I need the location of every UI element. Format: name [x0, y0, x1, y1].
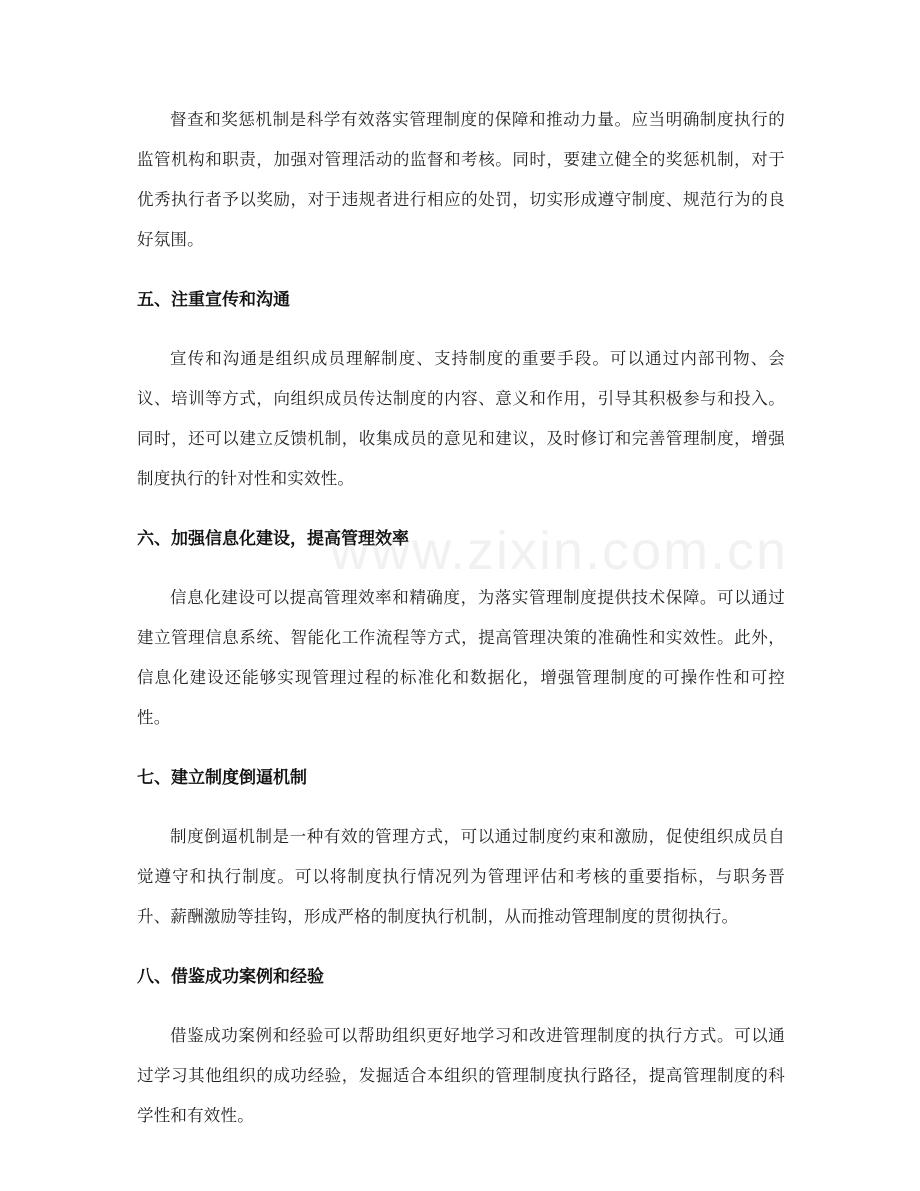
section-paragraph-5: 宣传和沟通是组织成员理解制度、支持制度的重要手段。可以通过内部刊物、会议、培训等方式，向组织成员传达制度的内容、意义和作用，引导其积极参与和投入。同时，还可以建立反馈机制，收集成员的意见和建议，及时修订和完善管理制度，增强制度执行的针对性和实效性。 — [137, 349, 785, 488]
watermark: www.zixin.com.cn — [330, 521, 789, 581]
section-heading-7: 七、建立制度倒逼机制 — [137, 768, 307, 788]
section-heading-8: 八、借鉴成功案例和经验 — [137, 967, 324, 987]
section-paragraph-6: 信息化建设可以提高管理效率和精确度，为落实管理制度提供技术保障。可以通过建立管理信息系统、智能化工作流程等方式，提高管理决策的准确性和实效性。此外，信息化建设还能够实现管理过程的标准化和数据化，增强管理制度的可操作性和可控性。 — [137, 588, 785, 727]
section-heading-5: 五、注重宣传和沟通 — [137, 290, 290, 310]
section-heading-6: 六、加强信息化建设，提高管理效率 — [137, 529, 409, 549]
document-page — [137, 100, 789, 1136]
section-paragraph-intro: 督查和奖惩机制是科学有效落实管理制度的保障和推动力量。应当明确制度执行的监管机构和职责，加强对管理活动的监督和考核。同时，要建立健全的奖惩机制，对于优秀执行者予以奖励，对于违规者进行相应的处罚，切实形成遵守制度、规范行为的良好氛围。 — [137, 110, 785, 249]
section-paragraph-8: 借鉴成功案例和经验可以帮助组织更好地学习和改进管理制度的执行方式。可以通过学习其他组织的成功经验，发掘适合本组织的管理制度执行路径，提高管理制度的科学性和有效性。 — [137, 1026, 785, 1125]
section-paragraph-7: 制度倒逼机制是一种有效的管理方式，可以通过制度约束和激励，促使组织成员自觉遵守和执行制度。可以将制度执行情况列为管理评估和考核的重要指标，与职务晋升、薪酬激励等挂钩，形成严格的制度执行机制，从而推动管理制度的贯彻执行。 — [137, 827, 785, 926]
